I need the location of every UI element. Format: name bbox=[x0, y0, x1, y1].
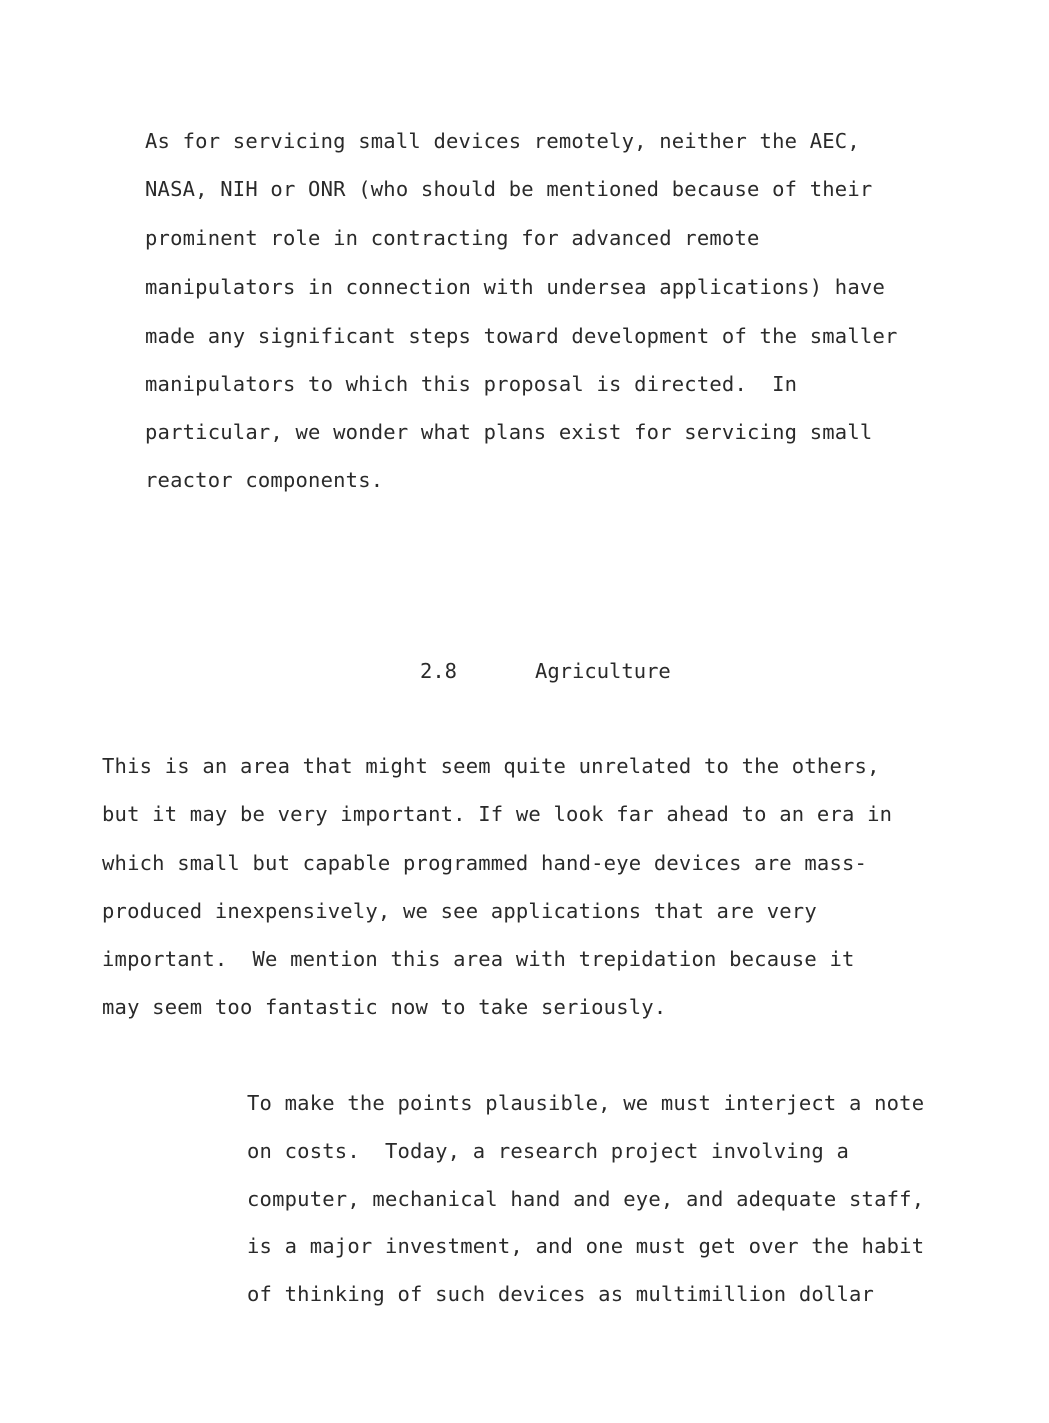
text-line: important. We mention this area with trepidation because it bbox=[102, 947, 855, 971]
text-line: made any significant steps toward development of the smaller bbox=[145, 324, 898, 348]
text-line: but it may be very important. If we look far ahead to an era in bbox=[102, 802, 893, 826]
text-line: manipulators to which this proposal is directed. In bbox=[145, 372, 798, 396]
text-line: As for servicing small devices remotely, neither the AEC, bbox=[145, 129, 860, 153]
text-line: particular, we wonder what plans exist for servicing small bbox=[145, 420, 873, 444]
text-line: which small but capable programmed hand-eye devices are mass- bbox=[102, 851, 868, 875]
section-title: Agriculture bbox=[535, 659, 671, 683]
text-line: This is an area that might seem quite unrelated to the others, bbox=[102, 754, 880, 778]
text-line: NASA, NIH or ONR (who should be mentioned because of their bbox=[145, 177, 873, 201]
section-number: 2.8 bbox=[420, 659, 458, 683]
text-line: prominent role in contracting for advanced remote bbox=[145, 226, 760, 250]
text-line: manipulators in connection with undersea applications) have bbox=[145, 275, 885, 299]
text-line: of thinking of such devices as multimillion dollar bbox=[247, 1282, 875, 1306]
text-line: on costs. Today, a research project involving a bbox=[247, 1139, 850, 1163]
text-line: computer, mechanical hand and eye, and adequate staff, bbox=[247, 1187, 925, 1211]
text-line: produced inexpensively, we see applications that are very bbox=[102, 899, 817, 923]
text-line: To make the points plausible, we must interject a note bbox=[247, 1091, 925, 1115]
text-line: may seem too fantastic now to take seriously. bbox=[102, 995, 667, 1019]
text-line: reactor components. bbox=[145, 468, 384, 492]
text-line: is a major investment, and one must get over the habit bbox=[247, 1234, 925, 1258]
